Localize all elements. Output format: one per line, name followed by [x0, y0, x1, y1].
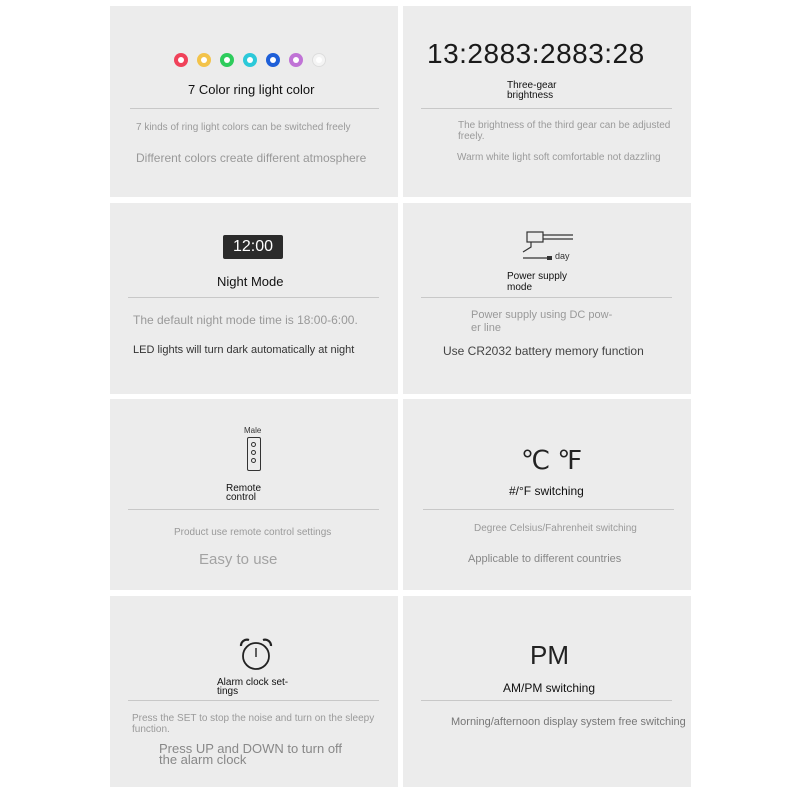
feature-title: 7 Color ring light color — [188, 82, 315, 97]
color-swatch — [197, 53, 211, 67]
color-swatch — [266, 53, 280, 67]
feature-description-line1: Power supply using DC pow- — [471, 309, 613, 321]
feature-description-secondary: Warm white light soft comfortable not dazzling — [457, 152, 661, 163]
digital-clock-icon — [223, 235, 283, 259]
feature-description-line2: function. — [132, 724, 170, 735]
feature-card-alarm-clock — [110, 596, 398, 787]
feature-description: The default night mode time is 18:00-6:00. — [133, 313, 358, 327]
feature-card-brightness — [403, 6, 691, 197]
feature-description-secondary: LED lights will turn dark automatically at night — [133, 344, 355, 356]
divider — [421, 700, 672, 701]
divider — [128, 297, 379, 298]
icon-caption: day — [555, 251, 570, 261]
color-swatch — [174, 53, 188, 67]
feature-description: 7 kinds of ring light colors can be switched freely — [136, 122, 351, 133]
feature-title-line1: Power supply — [507, 271, 568, 282]
feature-card-remote-control — [110, 399, 398, 590]
feature-card-night-mode — [110, 203, 398, 394]
color-swatch — [289, 53, 303, 67]
icon-caption: Male — [244, 426, 262, 435]
feature-description-secondary-line1: Press UP and DOWN to turn off — [159, 741, 343, 756]
alarm-clock-icon — [238, 637, 274, 673]
divider — [130, 108, 379, 109]
feature-card-am-pm — [403, 596, 691, 787]
divider — [423, 509, 674, 510]
clock-display-text: 12:00 — [232, 238, 274, 255]
divider — [421, 108, 672, 109]
feature-description-line2: freely. — [458, 131, 485, 142]
divider — [128, 509, 379, 510]
color-swatch — [220, 53, 234, 67]
remote-control-icon — [247, 437, 261, 471]
feature-title-line2: mode — [507, 282, 533, 293]
feature-description-secondary: Different colors create different atmosphere — [136, 151, 367, 165]
feature-title-line1: Alarm clock set- — [217, 677, 289, 688]
feature-description: Product use remote control settings — [174, 527, 332, 538]
feature-title: #/°F switching — [509, 484, 584, 498]
temperature-units-icon: ℃ ℉ — [521, 445, 583, 475]
feature-description: Degree Celsius/Fahrenheit switching — [474, 523, 637, 534]
color-swatch — [312, 53, 326, 67]
color-swatch-row — [174, 53, 344, 69]
pm-indicator: PM — [530, 640, 569, 670]
feature-title-line2: brightness — [507, 90, 554, 101]
divider — [421, 297, 672, 298]
feature-title: AM/PM switching — [503, 681, 596, 695]
feature-description-line1: Press the SET to stop the noise and turn on the sleepy — [132, 713, 375, 724]
feature-description: Morning/afternoon display system free switching — [451, 716, 686, 728]
feature-card-temperature-units — [403, 399, 691, 590]
feature-title: Night Mode — [217, 274, 284, 289]
feature-description-secondary: Use CR2032 battery memory function — [443, 344, 644, 358]
clock-display: 13:2883:2883:28 — [427, 38, 645, 69]
divider — [128, 700, 379, 701]
feature-title-line1: Remote — [226, 483, 262, 494]
feature-title-line1: Three-gear — [507, 80, 557, 91]
feature-title-line2: control — [226, 492, 257, 503]
color-swatch — [243, 53, 257, 67]
feature-description-secondary: Easy to use — [199, 551, 278, 568]
feature-card-power-supply — [403, 203, 691, 394]
feature-card-ring-light — [110, 6, 398, 197]
feature-description-line2: er line — [471, 322, 501, 334]
feature-description-line1: The brightness of the third gear can be adjusted — [458, 120, 671, 131]
feature-description-secondary-line2: the alarm clock — [159, 752, 247, 767]
feature-title-line2: tings — [217, 686, 239, 697]
feature-description-secondary: Applicable to different countries — [468, 553, 622, 565]
